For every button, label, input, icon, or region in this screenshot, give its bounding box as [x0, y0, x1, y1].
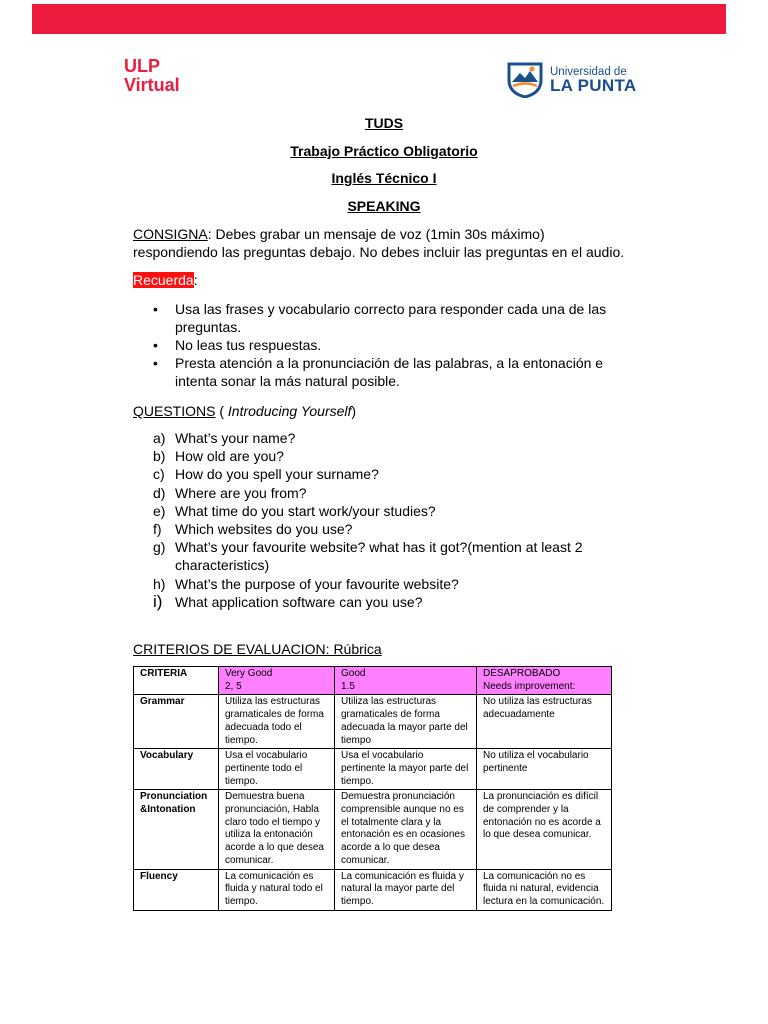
question-marker: a)	[153, 430, 166, 446]
question-marker: c)	[153, 466, 165, 483]
list-item: • No leas tus respuestas.	[133, 336, 633, 354]
table-row	[134, 695, 612, 749]
good-cell: Usa el vocabulario pertinente la mayor parte del tiempo.	[335, 749, 477, 790]
desaprobado-cell: La comunicación no es fluida ni natural, evidencia lectura en la comunicación.	[477, 869, 612, 910]
header-criteria	[134, 667, 219, 695]
desaprobado-cell: No utiliza el vocabulario pertinente	[477, 749, 612, 790]
recuerda-colon: :	[193, 272, 198, 288]
title-trabajo: Trabajo Práctico Obligatorio	[290, 143, 478, 159]
consigna-text-2: respondiendo las preguntas debajo. No debes incluir las preguntas en el audio.	[133, 244, 625, 260]
recuerda-heading	[133, 271, 198, 289]
criteria-cell: Pronunciation &Intonation	[134, 790, 219, 869]
question-text: What application software can you use?	[175, 593, 423, 610]
question-item	[133, 429, 633, 447]
table-row	[134, 749, 612, 790]
criterios-heading: CRITERIOS DE EVALUACION: Rúbrica	[133, 641, 382, 657]
question-text: Which websites do you use?	[175, 521, 353, 538]
criteria-cell: Grammar	[134, 695, 219, 749]
consigna-paragraph	[133, 225, 653, 261]
questions-close: )	[351, 403, 357, 419]
question-item	[133, 593, 633, 611]
very-good-cell: Utiliza las estructuras gramaticales de forma adecuada todo el tiempo.	[219, 695, 335, 749]
question-text: What time do you start work/your studies?	[175, 502, 436, 519]
title-tuds: TUDS	[364, 115, 404, 131]
top-banner	[32, 4, 726, 34]
header-cell-text: CRITERIA	[140, 668, 188, 679]
list-item: • Presta atención a la pronunciación de las palabras, a la entonación e intenta sonar la más natural posible.	[133, 354, 633, 390]
questions-open: (	[215, 403, 228, 419]
question-text: How old are you?	[175, 448, 284, 465]
desaprobado-cell: La pronunciación es difícil de comprender y la entonación no es acorde a lo que desea comunicar.	[477, 790, 612, 869]
question-marker: g)	[153, 539, 166, 556]
ulp-logo-line1: ULP	[124, 56, 160, 76]
uni-logo-line1: Universidad de	[550, 66, 627, 78]
question-marker: f)	[153, 521, 162, 538]
uni-logo-line2: LA PUNTA	[550, 76, 637, 95]
questions-topic: Introducing Yourself	[227, 403, 352, 419]
questions-label: QUESTIONS	[133, 403, 216, 419]
mountain-shield-icon	[506, 60, 544, 98]
good-cell: La comunicación es fluida y natural la mayor parte del tiempo.	[335, 869, 477, 910]
desaprobado-cell: No utiliza las estructuras adecuadamente	[477, 695, 612, 749]
header-cell-text: Good	[341, 668, 366, 679]
recuerda-label: Recuerda	[133, 272, 194, 288]
consigna-text-1: : Debes grabar un mensaje de voz (1min 30s máximo)	[207, 226, 545, 242]
criteria-cell: Fluency	[134, 869, 219, 910]
recuerda-list	[133, 300, 633, 390]
title-ingles: Inglés Técnico I	[331, 170, 437, 186]
very-good-cell: La comunicación es fluida y natural todo el tiempo.	[219, 869, 335, 910]
questions-heading	[133, 402, 356, 420]
question-marker: h)	[153, 575, 166, 592]
header-cell-text: DESAPROBADO	[483, 668, 561, 679]
header-cell-score: 1.5	[341, 680, 355, 692]
header-good	[335, 667, 477, 695]
question-text: What’s the purpose of your favourite website?	[175, 575, 459, 592]
good-cell: Demuestra pronunciación comprensible aunque no es el totalmente clara y la entonación es en ocasiones acorde a lo que desea comunicar.	[335, 790, 477, 869]
question-item	[133, 447, 633, 465]
question-marker: d)	[153, 484, 166, 501]
questions-list	[133, 429, 633, 611]
good-cell: Utiliza las estructuras gramaticales de forma adecuada la mayor parte del tiempo	[335, 695, 477, 749]
header-cell-score: 2, 5	[225, 680, 242, 692]
question-text: What’s your favourite website? what has it got?(mention at least 2 characteristics)	[175, 539, 583, 574]
question-item	[133, 520, 633, 538]
ulp-virtual-logo	[124, 57, 180, 95]
question-marker: b)	[153, 448, 166, 465]
title-speaking: SPEAKING	[347, 198, 421, 214]
question-item	[133, 484, 633, 502]
criteria-cell: Vocabulary	[134, 749, 219, 790]
question-text: Where are you from?	[175, 484, 307, 501]
rubric-table	[133, 666, 612, 911]
table-row	[134, 790, 612, 869]
consigna-label: CONSIGNA	[133, 226, 208, 242]
question-item	[133, 575, 633, 593]
header-very-good	[219, 667, 335, 695]
header-desaprobado	[477, 667, 612, 695]
list-item: • Usa las frases y vocabulario correcto para responder cada una de las preguntas.	[133, 300, 633, 336]
question-item	[133, 502, 633, 520]
very-good-cell: Demuestra buena pronunciación, Habla claro todo el tiempo y utiliza la entonación acorde a lo que desea comunicar.	[219, 790, 335, 869]
header-cell-text: Very Good	[225, 668, 273, 679]
question-text: What’s your name?	[175, 430, 296, 446]
question-marker: i)	[153, 591, 163, 611]
universidad-la-punta-logo	[506, 60, 636, 98]
very-good-cell: Usa el vocabulario pertinente todo el tiempo.	[219, 749, 335, 790]
header-cell-score: Needs improvement:	[483, 680, 576, 692]
question-marker: e)	[153, 502, 166, 519]
question-item	[133, 465, 633, 483]
ulp-logo-line2: Virtual	[124, 75, 180, 95]
table-header-row	[134, 667, 612, 695]
table-row	[134, 869, 612, 910]
question-item	[133, 538, 633, 574]
question-text: How do you spell your surname?	[175, 466, 379, 483]
